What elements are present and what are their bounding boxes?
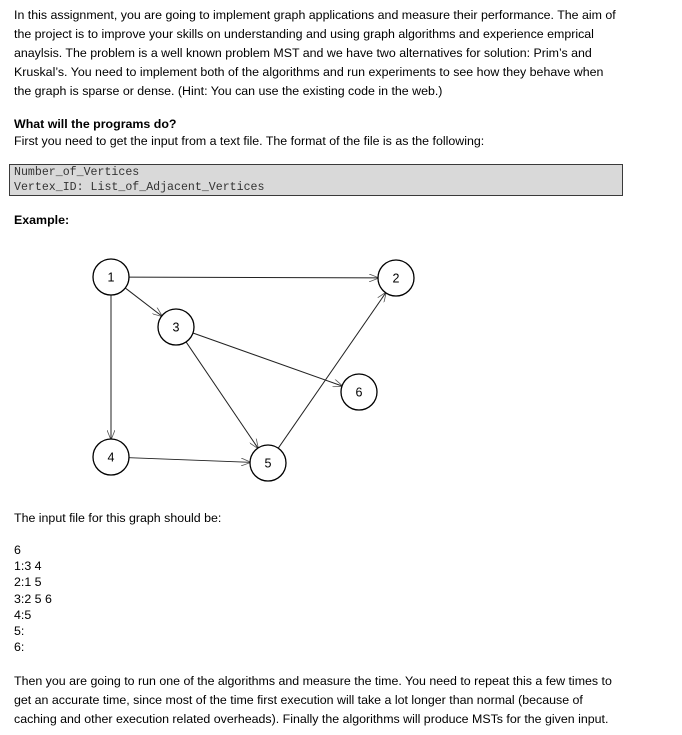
graph-node-3: [158, 309, 194, 345]
graph-edge-1-2: [129, 277, 378, 278]
input-file-line: 4:5: [14, 607, 32, 622]
format-line-1: Number_of_Vertices: [14, 166, 140, 179]
intro-paragraph: In this assignment, you are going to implement graph applications and measure their performance. The aim of the project is to improve your skills on understanding and using graph algorithms and experience emprical anaylsis. The problem is a well known problem MST and we have two alternatives for solution: Prim’s and Kruskal’s. You need to implement both of the algorithms and run experiments to see how they behave when the graph is sparse or dense. (Hint: You can use the existing code in the web.): [14, 8, 616, 98]
graph-edge-3-5: [186, 342, 258, 448]
input-file-line: 3:2 5 6: [14, 591, 52, 606]
graph-node-1: [93, 259, 129, 295]
graph-node-label: 1: [107, 270, 115, 285]
example-label: Example:: [14, 213, 70, 227]
input-file-lines: [14, 542, 52, 655]
input-file-line: 2:1 5: [14, 575, 42, 590]
graph-edge-1-3: [125, 288, 161, 316]
graph-node-6: [341, 374, 377, 410]
graph-node-4: [93, 439, 129, 475]
input-file-line: 5:: [14, 623, 25, 638]
format-intro-text: First you need to get the input from a text file. The format of the file is as the following:: [14, 134, 485, 148]
outro-paragraph: Then you are going to run one of the algorithms and measure the time. You need to repeat this a few times to get an accurate time, since most of the time first execution will take a lot longer than normal (because of caching and other execution related overheads). Finally the algorithms will produce MSTs for the given input.: [14, 674, 612, 726]
format-line-2: Vertex_ID: List_of_Adjacent_Vertices: [14, 181, 265, 194]
graph-node-2: [378, 260, 414, 296]
graph-edge-3-6: [193, 333, 342, 386]
section-heading: What will the programs do?: [14, 117, 177, 131]
input-file-line: 1:3 4: [14, 559, 42, 574]
graph-node-label: 5: [264, 456, 272, 471]
graph-node-label: 3: [172, 320, 180, 335]
graph-edge-5-2: [278, 293, 386, 448]
graph-node-5: [250, 445, 286, 481]
input-file-line: 6: [14, 543, 21, 557]
graph-edge-4-5: [129, 458, 250, 463]
input-file-label: The input file for this graph should be:: [14, 511, 222, 525]
graph-node-label: 4: [107, 450, 115, 465]
graph-node-label: 6: [355, 385, 363, 400]
input-file-line: 6:: [14, 640, 25, 655]
graph-node-label: 2: [392, 271, 400, 286]
